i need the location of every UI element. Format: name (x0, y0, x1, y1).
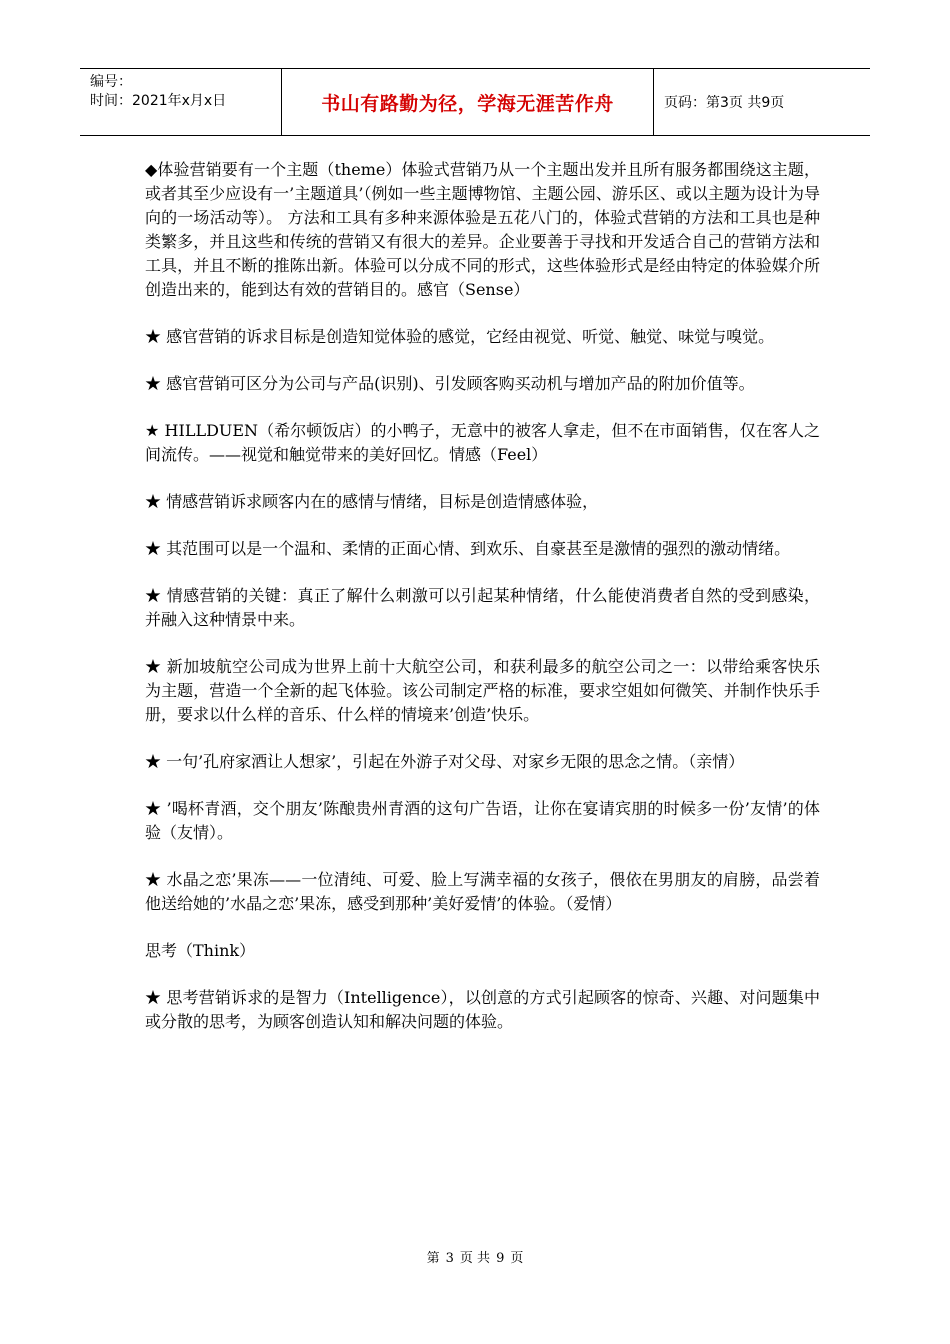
page-footer (0, 1247, 950, 1266)
header-meta (80, 69, 282, 135)
paragraph: ★ 一句’孔府家酒让人想家’，引起在外游子对父母、对家乡无限的思念之情。（亲情） (145, 752, 745, 771)
paragraph: ★ HILLDUEN（希尔顿饭店）的小鸭子，无意中的被客人拿走，但不在市面销售，仅在客人之间流传。——视觉和触觉带来的美好回忆。情感（Feel） (145, 421, 820, 464)
paragraph: ★ 思考营销诉求的是智力（Intelligence），以创意的方式引起顾客的惊奇、兴趣、对问题集中或分散的思考，为顾客创造认知和解决问题的体验。 (145, 988, 820, 1031)
paragraph: ★ 感官营销的诉求目标是创造知觉体验的感觉，它经由视觉、听觉、触觉、味觉与嗅觉。 (145, 327, 775, 346)
paragraph: ★ 情感营销的关键：真正了解什么刺激可以引起某种情绪，什么能使消费者自然的受到感染，并融入这种情景中来。 (145, 586, 820, 629)
paragraph: ◆体验营销要有一个主题（theme）体验式营销乃从一个主题出发并且所有服务都围绕这主题，或者其至少应设有一’主题道具’（例如一些主题博物馆、主题公园、游乐区、或以主题为设计为导向的一场活动等）。 方法和工具有多种来源体验是五花八门的，体验式营销的方法和工具也是种类繁多，并且这些和传统的营销又有很大的差异。企业要善于寻找和开发适合自己的营销方法和工具，并且不断的推陈出新。体验可以分成不同的形式，这些体验形式是经由特定的体验媒介所创造出来的，能到达有效的营销目的。感官（Sense） (145, 160, 820, 299)
paragraph: ★ 新加坡航空公司成为世界上前十大航空公司，和获利最多的航空公司之一：以带给乘客快乐为主题，营造一个全新的起飞体验。该公司制定严格的标准，要求空姐如何微笑、并制作快乐手册，要求以什么样的音乐、什么样的情境来’创造’快乐。 (145, 657, 820, 724)
footer-middle: 页 共 (459, 1251, 491, 1266)
paragraph: ★ 水晶之恋’果冻——一位清纯、可爱、脸上写满幸福的女孩子，偎依在男朋友的肩膀，品尝着他送给她的’水晶之恋’果冻，感受到那种’美好爱情’的体验。（爱情） (145, 870, 820, 913)
footer-suffix: 页 (510, 1251, 524, 1266)
document-body (145, 158, 820, 1057)
section-heading: 思考（Think） (145, 941, 256, 960)
footer-page-number: 3 (445, 1251, 454, 1266)
header-motto: 书山有路勤为径，学海无涯苦作舟 (282, 69, 654, 135)
page-header (80, 68, 870, 136)
paragraph: ★ 其范围可以是一个温和、柔情的正面心情、到欢乐、自豪甚至是激情的强烈的激动情绪。 (145, 539, 791, 558)
paragraph: ★ 情感营销诉求顾客内在的感情与情绪，目标是创造情感体验， (145, 492, 599, 511)
document-number-label: 编号： (90, 74, 132, 90)
footer-total-pages: 9 (496, 1251, 505, 1266)
paragraph: ★ 感官营销可区分为公司与产品(识别)、引发顾客购买动机与增加产品的附加价值等。 (145, 374, 755, 393)
document-time-label: 时间：2021年x月x日 (90, 93, 227, 109)
footer-prefix: 第 (426, 1251, 440, 1266)
paragraph: ★ ’喝杯青酒，交个朋友’陈酿贵州青酒的这句广告语，让你在宴请宾朋的时候多一份’友情’的体验（友情）。 (145, 799, 820, 842)
header-page-info: 页码：第3页 共9页 (664, 95, 785, 111)
